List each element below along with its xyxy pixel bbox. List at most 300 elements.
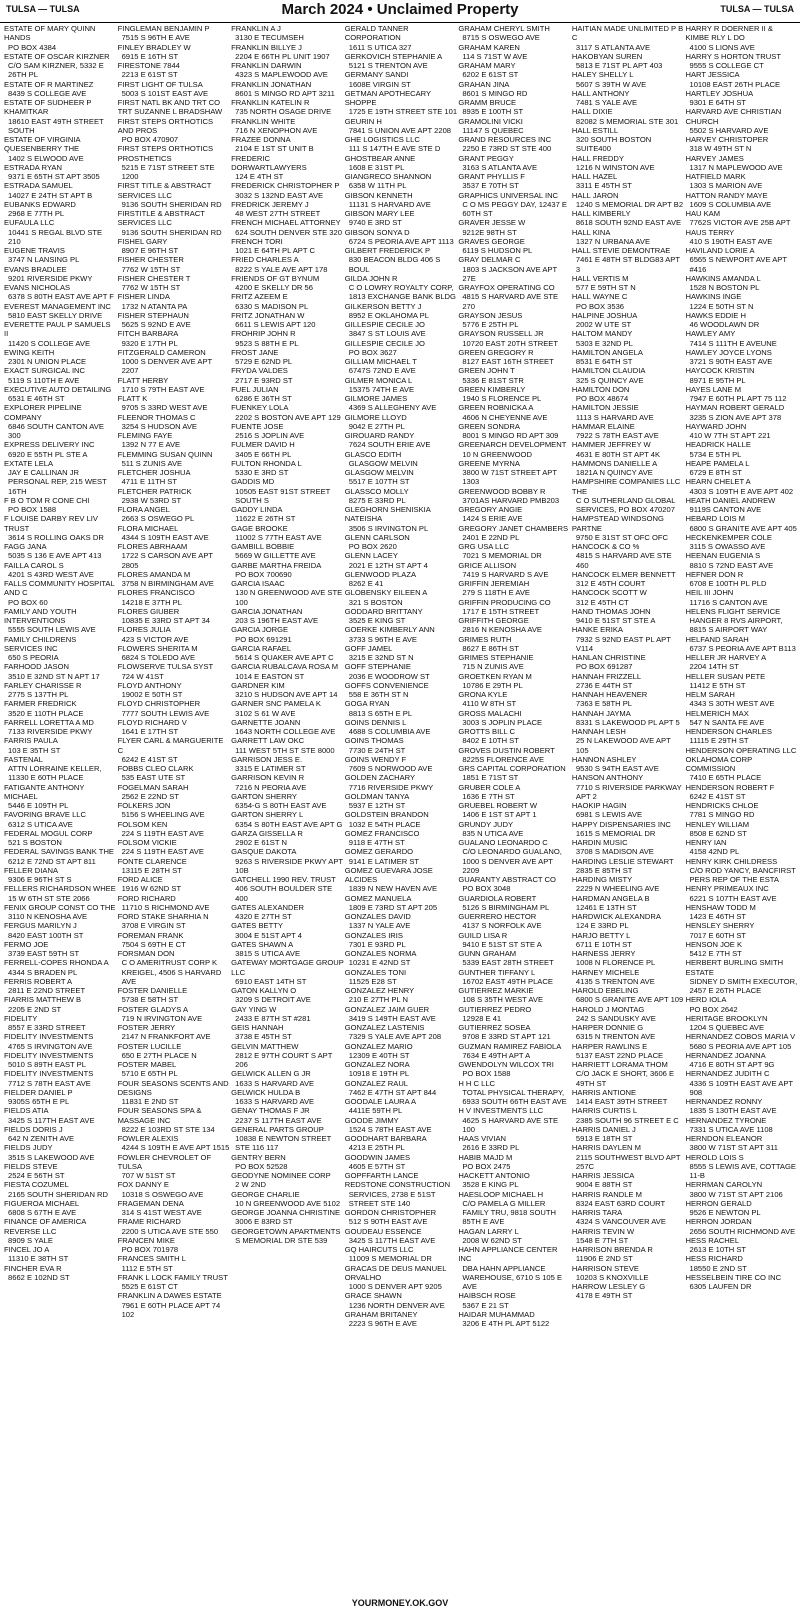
property-entry (572, 514, 685, 542)
property-entry (685, 477, 798, 496)
property-entry (458, 653, 571, 672)
property-entry (231, 579, 344, 607)
property-entry (685, 940, 798, 959)
owner-address: 7609 S NORWOOD AVE (348, 764, 433, 773)
listing-column (345, 24, 458, 1592)
owner-address: 3115 S OWASSO AVE (689, 542, 766, 551)
property-entry (572, 820, 685, 839)
owner-address: 7762 W 15TH ST (121, 283, 181, 292)
owner-name: GRIFFIN PRODUCING CO (458, 597, 551, 607)
owner-address: 8127 EAST 16TH STREET (462, 357, 554, 366)
property-entry (572, 246, 685, 274)
property-entry (118, 736, 231, 764)
owner-address: 5336 E 81ST STR (462, 375, 524, 385)
owner-name: FRANKLIN JONATHAN (231, 79, 312, 89)
owner-name: HAND THOMAS JOHN (571, 606, 651, 616)
property-entry (345, 986, 458, 1005)
owner-name: FINLEY BRADLEY W (117, 42, 191, 52)
property-entry (4, 320, 117, 348)
property-entry (685, 1254, 798, 1273)
owner-address: 5710 E 65TH PL (121, 1069, 178, 1079)
owner-name: HENDRICKS CHLOE (685, 801, 759, 810)
property-entry (231, 718, 344, 737)
owner-address: 7363 E 58TH PL (575, 699, 633, 709)
property-entry (4, 736, 117, 755)
owner-address: 5614 S QUAKER AVE APT C (235, 653, 334, 662)
property-entry (685, 1236, 798, 1255)
owner-name: GOINS THOMAS (344, 736, 404, 746)
property-entry (685, 311, 798, 330)
property-entry (345, 357, 458, 376)
owner-name: GIANGRECO SHANNON (344, 172, 432, 181)
owner-address: 9301 E 64TH ST (689, 98, 747, 107)
owner-address: 18550 E 2ND ST (689, 1263, 747, 1273)
owner-name: HARJO BETTY L (571, 930, 631, 940)
owner-address: 25 N LAKEWOOD AVE APT 105 (575, 736, 671, 755)
owner-address: 6305 LAUFEN DR (689, 1282, 752, 1291)
owner-name: GIBSON MARY LEE (344, 209, 415, 218)
owner-address: 8810 S 72ND EAST AVE (689, 560, 774, 570)
owner-address: PO BOX 2620 (348, 542, 397, 551)
owner-address: 8331 S LAKEWOOD PL APT 5 (575, 717, 680, 727)
owner-address: 3800 W 71ST STREET APT 1303 (462, 468, 557, 487)
owner-address: 5215 E 71ST STREET STE 1200 (121, 162, 215, 181)
owner-address: 1710 S 79TH EAST AVE (121, 384, 205, 394)
owner-address: 108 S 35TH WEST AVE (462, 995, 544, 1005)
owner-address: 2385 SOUTH 96 STREET E C (575, 1115, 679, 1125)
owner-address: PO BOX 2642 (689, 1004, 738, 1014)
owner-name: GLASSCO MOLLY (344, 486, 409, 496)
property-entry (231, 181, 344, 200)
property-entry (685, 958, 798, 995)
property-entry (118, 1042, 231, 1061)
owner-address: 577 E 59TH ST N (575, 283, 636, 292)
property-entry (458, 524, 571, 543)
owner-name: FREDERICK CHRISTOPHER P (231, 181, 340, 191)
owner-name: HALL KIMBERLY (571, 209, 631, 218)
owner-name: FISHER CHESTER (117, 255, 184, 265)
owner-name: FIRSTITLE & ABSTRACT SERVICES LLC (117, 209, 205, 228)
property-entry (572, 588, 685, 607)
owner-name: GELWICK ALLEN G JR (231, 1069, 311, 1079)
owner-address: 5137 EAST 22ND PLACE (575, 1050, 664, 1060)
property-entry (231, 1005, 344, 1024)
owner-address: 4765 S IRVINGTON AVE (8, 1041, 93, 1051)
property-entry (458, 672, 571, 691)
owner-name: ESTRADA SAMUEL (4, 181, 73, 191)
page-header (0, 0, 800, 23)
owner-address: 8439 S COLLEGE AVE (8, 88, 87, 98)
owner-address: 5126 S BIRMINGHAM PL (462, 902, 550, 912)
property-entry (118, 1199, 231, 1218)
property-entry (231, 681, 344, 700)
owner-address: 1008 N FLORENCE PL (575, 958, 656, 968)
property-entry (572, 755, 685, 774)
property-entry (231, 422, 344, 441)
property-entry (345, 1116, 458, 1135)
owner-address: C/O SAM KIRZNER, 5332 E 26TH PL (8, 61, 104, 80)
owner-name: GUNN GRAHAM (458, 949, 517, 958)
property-entry (685, 709, 798, 728)
owner-address: 4178 E 49TH ST (575, 1291, 633, 1301)
owner-address: 1633 S HARVARD AVE (235, 1097, 315, 1106)
owner-address: 1611 S UTICA 327 (348, 42, 412, 52)
owner-name: ESTATE OF R MARTINEZ (4, 79, 94, 89)
listing-column (118, 24, 231, 1592)
owner-name: FLORES AMANDA M (117, 569, 191, 579)
owner-address: 14027 E 24TH ST APT B (8, 190, 93, 200)
owner-name: HELLER JR HARVEY A (685, 653, 767, 662)
owner-name: GETMAN APOTHECARY SHOPPE (344, 88, 431, 107)
owner-address: PO BOX 691287 (575, 662, 633, 672)
owner-name: HAIDAR MUHAMMAD (458, 1309, 535, 1319)
property-entry (4, 385, 117, 404)
owner-name: GRUBER COLE A (458, 782, 521, 792)
owner-name: GEODYNE NOMINEE CORP (231, 1171, 331, 1180)
property-entry (118, 764, 231, 783)
owner-name: GRAYSON RUSSELL JR (458, 329, 544, 339)
owner-address: 8262 E 41 (348, 579, 384, 588)
owner-address: 82082 S MEMORIAL STE 301 (575, 116, 679, 126)
owner-address: 9212E 98TH ST (462, 227, 517, 237)
owner-name: GONZALEZ NORA (344, 1060, 410, 1069)
owner-name: GAY YING W (231, 1004, 277, 1014)
owner-name: HEAPE PAMELA L (685, 458, 750, 468)
owner-name: FUENKEY LOLA (231, 403, 289, 413)
owner-address: 279 S 118TH E AVE (462, 588, 530, 598)
owner-address: 224 S 119TH EAST AVE (121, 828, 204, 838)
property-entry (231, 329, 344, 348)
property-entry (345, 551, 458, 570)
owner-address: 7216 N PEORIA AVE (235, 782, 307, 792)
owner-address: 3425 S 117TH EAST AVE (8, 1115, 95, 1125)
owner-address: 2202 S BOSTON AVE APT 129 (235, 412, 341, 422)
owner-address: 1317 N MAPLEWOOD AVE (689, 162, 783, 172)
property-entry (118, 820, 231, 839)
property-entry (231, 903, 344, 922)
owner-name: HACKETT ANTONIO (458, 1171, 530, 1180)
property-entry (458, 348, 571, 367)
owner-address: 6286 E 36TH ST (235, 394, 292, 403)
property-entry (231, 940, 344, 959)
owner-address: 4110 W 8TH ST (462, 699, 517, 709)
owner-name: HAWKINS INGE (685, 292, 742, 302)
property-entry (231, 1069, 344, 1088)
owner-address: PO BOX 691291 (235, 634, 292, 644)
owner-address: 4336 S 109TH EAST AVE APT 908 (689, 1078, 793, 1097)
owner-address: 3110 N KENOSHA AVE (8, 912, 88, 921)
property-entry (685, 440, 798, 459)
owner-address: 124 E 33RD PL (575, 921, 629, 931)
owner-name: FIGUEROA MICHAEL (4, 1198, 80, 1208)
property-entry (345, 209, 458, 228)
owner-name: GRAND RESOURCES INC (458, 135, 552, 144)
owner-name: HARPER RAWLINS E (571, 1041, 648, 1051)
owner-name: HART JESSICA (685, 70, 740, 80)
owner-address: 3733 S 96TH E AVE (348, 634, 417, 644)
owner-name: GRONA KYLE (458, 690, 508, 699)
property-entry (231, 311, 344, 330)
owner-name: FIARRIS MATTHEW B (4, 995, 82, 1005)
owner-name: H H C LLC (458, 1078, 496, 1088)
owner-address: 4201 S 43RD WEST AVE (8, 569, 94, 579)
property-entry (685, 24, 798, 52)
owner-address: SIDNEY D SMITH EXECUTOR, 2457 E 26TH PLACE (689, 976, 798, 995)
property-entry (458, 255, 571, 283)
owner-address: PO BOX 52528 (235, 1161, 288, 1171)
owner-name: GARRISON KEVIN R (231, 773, 305, 783)
owner-address: S MEMORIAL DR STE 539 (235, 1235, 328, 1245)
owner-name: GONZALEZ RAUL (344, 1078, 409, 1088)
owner-name: FOREMAN FRANK (117, 930, 184, 940)
owner-address: 7017 E 60TH ST (689, 930, 747, 940)
property-entry (4, 977, 117, 996)
owner-address: 3419 S 149TH EAST AVE (348, 1013, 436, 1023)
owner-address: PO BOX 701978 (121, 1245, 179, 1254)
property-entry (458, 912, 571, 931)
owner-address: 325 S QUINCY AVE (575, 375, 644, 385)
property-entry (118, 98, 231, 117)
owner-address: 5729 E 62ND PL (235, 357, 293, 366)
property-entry (118, 681, 231, 700)
property-entry (231, 810, 344, 829)
owner-address: 6800 S GRANITE AVE APT 109 (575, 995, 684, 1005)
property-entry (118, 311, 231, 330)
property-entry (685, 228, 798, 247)
owner-name: FLORA ANGEL (117, 505, 170, 514)
property-entry (345, 912, 458, 931)
owner-address: 5810 EAST SKELLY DRIVE (8, 310, 103, 320)
owner-name: GREENWOOD BOBBY R (458, 486, 546, 496)
property-entry (118, 644, 231, 663)
owner-name: GRACE SHAWN (344, 1291, 402, 1301)
property-entry (572, 672, 685, 691)
property-entry (458, 820, 571, 839)
owner-name: FLETCHER JOSHUA (117, 468, 191, 477)
owner-name: GARRISON JESS E. (231, 754, 303, 764)
owner-name: FATIGANTE ANTHONY MICHAEL (4, 782, 85, 801)
owner-address: 7301 E 93RD PL (348, 939, 406, 949)
owner-address: 3235 S ZION AVE APT 378 (689, 412, 782, 422)
property-entry (118, 1023, 231, 1042)
property-entry (685, 191, 798, 210)
owner-name: GOMEZ GUEVARA JOSE ALCIDES (344, 865, 433, 884)
property-entry (4, 1125, 117, 1144)
owner-name: GEORGE CHARLIE (231, 1189, 300, 1199)
owner-name: GUARDIOLA ROBERT (458, 893, 537, 903)
owner-address: 6212 E 72ND ST APT 811 (8, 856, 96, 866)
property-entry (4, 718, 117, 737)
owner-address: 4605 E 57TH ST (348, 1161, 406, 1171)
property-entry (572, 857, 685, 876)
owner-name: HAWLEY JOYCE LYONS (685, 347, 772, 357)
property-entry (345, 1005, 458, 1024)
owner-name: EXECUTIVE AUTO DETAILING (4, 384, 112, 394)
owner-name: GRAHAM BRITANEY (344, 1309, 418, 1319)
owner-name: FLOWSERVE TULSA SYST (117, 662, 214, 672)
owner-name: FRANKLIN A DAWES ESTATE (117, 1291, 222, 1301)
owner-address: 5607 S 39TH W AVE (575, 79, 647, 89)
owner-address: 624 SOUTH DENVER STE 320 (235, 227, 342, 237)
owner-name: FRANKLIN WHITE (231, 116, 296, 126)
owner-name: FRENCH MICHAEL ATTORNEY (231, 218, 341, 228)
owner-address: 8627 E 86TH ST (462, 643, 519, 653)
owner-name: FLYER CARL & MARGUERITE C (117, 736, 224, 755)
owner-name: GRS CAPITAL CORPORATION (458, 764, 566, 773)
property-entry (231, 542, 344, 561)
property-entry (685, 1097, 798, 1116)
owner-name: GREEN ROBNICKA A (458, 403, 534, 413)
owner-address: PO BOX 3627 (348, 347, 397, 357)
owner-address: 1609 S COLUMBIA AVE (689, 199, 772, 209)
owner-address: 1327 N URBANA AVE (575, 236, 651, 246)
property-entry (4, 1069, 117, 1088)
property-entry (4, 514, 117, 542)
property-entry (345, 968, 458, 987)
owner-address: 5625 S 92ND E AVE (121, 320, 191, 329)
property-entry (572, 1282, 685, 1301)
owner-address: 11115 E 29TH ST (689, 736, 749, 746)
property-entry (572, 653, 685, 672)
property-entry (4, 98, 117, 135)
property-entry (231, 117, 344, 136)
owner-address: 7461 E 48TH ST BLDG83 APT 3 (575, 255, 680, 274)
owner-name: GRAHAM MARY (458, 61, 516, 70)
property-entry (685, 820, 798, 839)
owner-name: GLASCO EDITH (344, 449, 402, 459)
owner-address: 1424 S ERIE AVE (462, 514, 523, 524)
owner-address: 642 N ZENITH AVE (8, 1134, 75, 1143)
owner-name: HAUS TERRY (685, 227, 735, 237)
property-entry (572, 89, 685, 108)
property-entry (231, 200, 344, 219)
owner-name: HARPER DONNIE G (571, 1023, 644, 1032)
owner-address: 9136 SOUTH SHERIDAN RD (121, 227, 222, 237)
owner-address: 3254 S HUDSON AVE (121, 421, 197, 431)
owner-name: HERD IOLA (685, 995, 727, 1005)
owner-address: 6611 S LEWIS APT 120 (235, 320, 316, 329)
owner-address: 2021 E 12TH ST APT 4 (348, 560, 428, 570)
property-entry (685, 533, 798, 552)
property-entry (458, 709, 571, 728)
owner-name: GLENN LACEY (344, 551, 398, 561)
owner-name: HERNANDEZ RONNY (685, 1097, 763, 1106)
owner-name: FARRELL LORETTA A MD (4, 717, 94, 727)
owner-name: GILMER MONICA L (344, 375, 413, 385)
property-entry (572, 931, 685, 950)
property-entry (458, 1245, 571, 1291)
owner-address: 10 N GREENWOOD AVE 5102 (235, 1198, 341, 1208)
owner-address: PO BOX 470907 (121, 135, 179, 144)
owner-name: HARRISON STEVE (571, 1263, 639, 1273)
owner-address: 3425 S 117TH EAST AVE (348, 1235, 436, 1245)
property-entry (572, 1125, 685, 1144)
property-entry (4, 135, 117, 163)
owner-name: HARNESS JERRY (571, 949, 636, 958)
owner-name: FIELDS JUDY (4, 1143, 53, 1153)
property-entry (4, 940, 117, 959)
property-entry (685, 903, 798, 922)
owner-name: HERNDON ELEANOR (685, 1134, 763, 1143)
owner-name: GIBSON KENNETH (344, 190, 413, 200)
owner-name: HAHN APPLIANCE CENTER INC (458, 1245, 558, 1264)
property-entry (4, 181, 117, 200)
owner-name: GASQUE DAKOTA (231, 847, 297, 857)
owner-name: FULTON RHONDA L (231, 458, 302, 468)
owner-address: 1113 S HARVARD AVE (575, 412, 654, 422)
property-entry (458, 875, 571, 894)
owner-address: 4344 S 109TH EAST AVE (121, 532, 209, 542)
owner-address: C O AMERITRUST CORP K KREIGEL, 4506 S HARVARD AVE (121, 958, 222, 986)
property-entry (231, 524, 344, 543)
property-entry (458, 894, 571, 913)
property-entry (572, 52, 685, 71)
owner-name: HENDERSON CHARLES (685, 727, 772, 736)
property-entry (572, 107, 685, 126)
owner-name: HAOKIP HAGIN (571, 801, 627, 810)
owner-address: 2200 S UTICA AVE STE 550 (121, 1226, 219, 1236)
property-entry (231, 385, 344, 404)
owner-name: HERRON JORDAN (685, 1217, 752, 1227)
owner-name: F B O TOM R CONE CHI (4, 495, 90, 505)
owner-address: 1615 S MEMORIAL DR (575, 828, 656, 838)
property-entry (118, 1273, 231, 1292)
property-entry (118, 292, 231, 311)
property-entry (685, 690, 798, 709)
owner-address: 11412 E 5TH ST (689, 680, 746, 690)
owner-name: GRAYSON JESUS (458, 310, 523, 320)
owner-name: FIDELITY INVESTMENTS (4, 1050, 94, 1060)
property-entry (4, 579, 117, 607)
owner-name: HELENS FLIGHT SERVICE (685, 606, 781, 616)
owner-address: 9523 S 88TH E PL (235, 338, 299, 348)
owner-name: HAMILTON JESSIE (571, 403, 639, 413)
owner-name: FLEENOR THOMAS C (117, 412, 196, 422)
property-entry (118, 348, 231, 376)
owner-name: HELLER SUSAN PETE (685, 671, 766, 681)
property-entry (231, 561, 344, 580)
owner-address: 224 S 119TH EAST AVE (121, 847, 204, 857)
property-entry (231, 292, 344, 311)
property-entry (572, 126, 685, 154)
owner-name: FLORES GIUBER (117, 606, 180, 616)
owner-address: 2902 E 61ST N (235, 838, 287, 847)
owner-address: 1528 N BOSTON PL (689, 283, 760, 292)
owner-name: FULMER DAVID H (231, 440, 295, 450)
owner-address: 3525 E KING ST (348, 616, 406, 625)
owner-name: FAMILY AND YOUTH INTERVENTIONS (4, 606, 77, 625)
property-entry (685, 551, 798, 570)
owner-address: 7021 S MEMORIAL DR (462, 551, 542, 561)
owner-address: 1032 E 54TH PLACE (348, 819, 421, 829)
property-entry (458, 283, 571, 311)
owner-name: FOUR SEASONS SPA & MASSAGE INC (117, 1106, 202, 1125)
owner-name: GILMORE JAMES (344, 394, 408, 403)
property-entry (345, 468, 458, 487)
owner-address: 10108 EAST 26TH PLACE (689, 79, 781, 89)
owner-name: FRIENDS OF GT BYNUM (231, 273, 320, 283)
owner-address: 10786 E 29TH PL (462, 680, 523, 690)
property-entry (118, 588, 231, 607)
property-entry (458, 172, 571, 191)
owner-name: FIELDER DANIEL P (4, 1087, 73, 1097)
owner-address: 8225S FLORENCE AVE (462, 754, 545, 764)
owner-address: 1732 N ATANTA PA (121, 301, 188, 311)
owner-address: DBA HAHN APPLIANCE WAREHOUSE, 6710 S 105 E AVE (462, 1263, 563, 1291)
owner-name: HENDERSON ROBERT F (685, 782, 775, 792)
owner-name: HAROLD J MONTAG (571, 1004, 645, 1014)
property-entry (118, 949, 231, 986)
